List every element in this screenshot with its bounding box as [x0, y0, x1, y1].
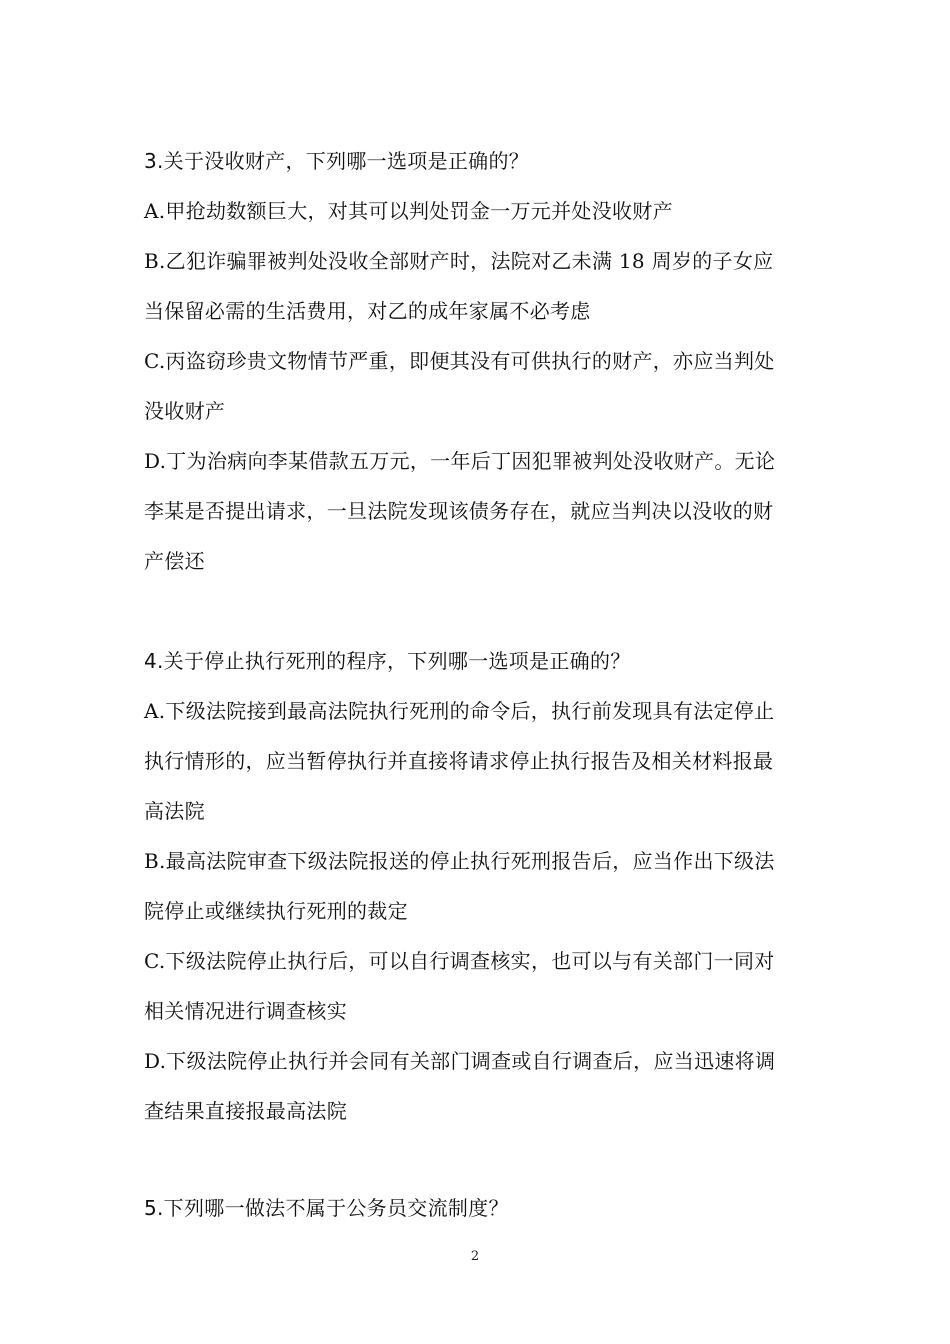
question-3-option-d-cont2: 产偿还	[144, 549, 205, 573]
question-4-option-c: C.下级法院停止执行后，可以自行调查核实，也可以与有关部门一同对	[144, 949, 775, 973]
question-4-option-a: A.下级法院接到最高法院执行死刑的命令后，执行前发现具有法定停止	[144, 699, 775, 723]
question-3-option-c: C.丙盗窃珍贵文物情节严重，即便其没有可供执行的财产，亦应当判处	[144, 349, 775, 373]
question-3-option-b: B.乙犯诈骗罪被判处没收全部财产时，法院对乙未满 18 周岁的子女应	[144, 249, 774, 273]
question-3-option-d: D.丁为治病向李某借款五万元，一年后丁因犯罪被判处没收财产。无论	[144, 449, 776, 473]
page-number: 2	[470, 1249, 480, 1264]
question-4-option-b: B.最高法院审查下级法院报送的停止执行死刑报告后，应当作出下级法	[144, 849, 775, 873]
question-3-option-b-cont: 当保留必需的生活费用，对乙的成年家属不必考虑	[144, 299, 591, 323]
question-3-option-a: A.甲抢劫数额巨大，对其可以判处罚金一万元并处没收财产	[144, 199, 673, 223]
question-3-option-c-cont: 没收财产	[144, 399, 226, 423]
question-4-option-a-cont2: 高法院	[144, 799, 205, 823]
question-4-option-d: D.下级法院停止执行并会同有关部门调查或自行调查后，应当迅速将调	[144, 1049, 776, 1073]
question-4-option-a-cont: 执行情形的，应当暂停执行并直接将请求停止执行报告及相关材料报最	[144, 749, 774, 773]
question-5-stem: 5.下列哪一做法不属于公务员交流制度？	[144, 1196, 509, 1220]
question-4-option-b-cont: 院停止或继续执行死刑的裁定	[144, 899, 408, 923]
question-4-option-c-cont: 相关情况进行调查核实	[144, 999, 347, 1023]
question-4-stem: 4.关于停止执行死刑的程序，下列哪一选项是正确的？	[144, 649, 631, 673]
question-4-option-d-cont: 查结果直接报最高法院	[144, 1099, 347, 1123]
question-3-option-d-cont: 李某是否提出请求，一旦法院发现该债务存在，就应当判决以没收的财	[144, 499, 774, 523]
question-3-stem: 3.关于没收财产，下列哪一选项是正确的？	[144, 149, 530, 173]
